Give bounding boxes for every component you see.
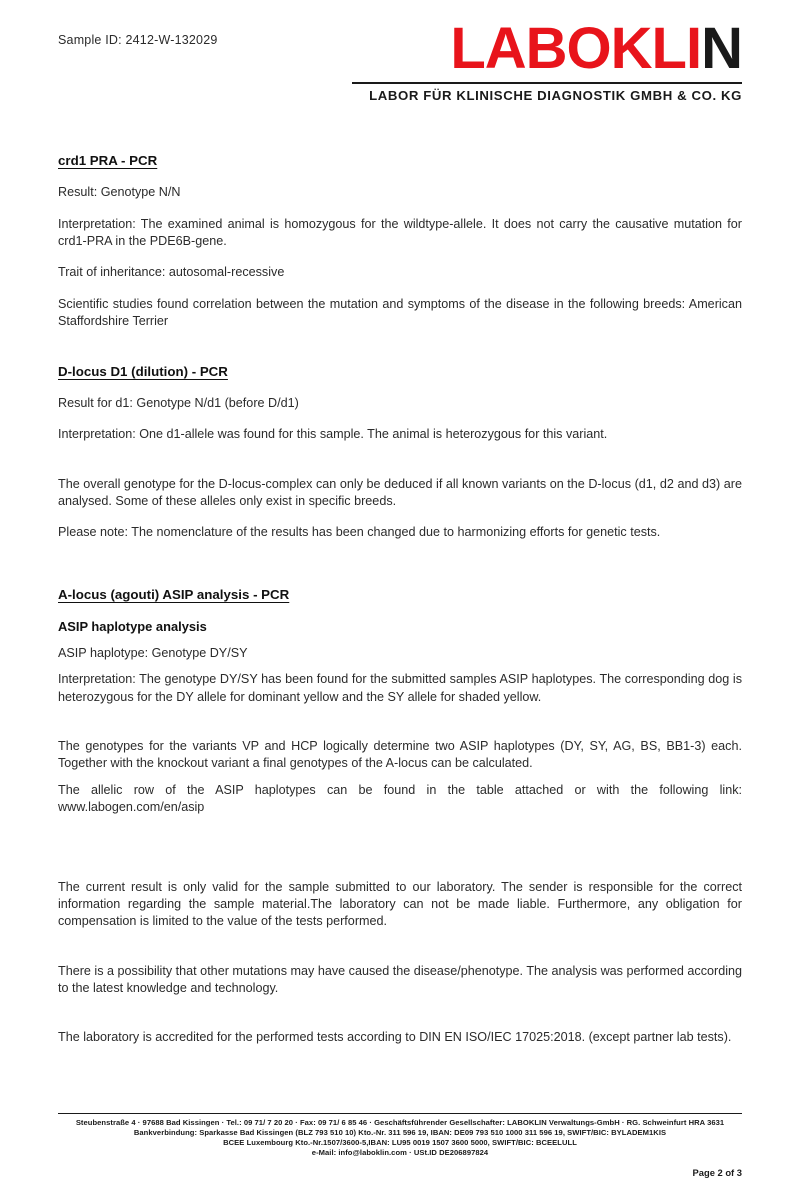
document-content [58, 152, 742, 1047]
section-paragraph: The genotypes for the variants VP and HCP logically determine two ASIP haplotypes (DY, SY, AG, BS, BB1-3) each. Together with the knockout variant a final genotypes of the A-locus can be calculated. [58, 739, 742, 771]
section-paragraph: Interpretation: One d1-allele was found for this sample. The animal is heterozygous for this variant. [58, 427, 608, 442]
disclaimer-paragraph: There is a possibility that other mutations may have caused the disease/phenotype. The analysis was performed according to the latest knowledge and technology. [58, 963, 742, 996]
footer-bank-line: Bankverbindung: Sparkasse Bad Kissingen (BLZ 793 510 10) Kto.-Nr. 311 596 19, IBAN: DE09 793 510 1000 311 596 19, SWIFT/BIC: BYLADEM1KIS [133, 1127, 667, 1137]
logo-wordmark-dark: N [701, 16, 742, 81]
disclaimer-block [58, 879, 742, 1047]
footer-address-line: Steubenstraße 4 · 97688 Bad Kissingen · Tel.: 09 71/ 7 20 20 · Fax: 09 71/ 6 85 46 · Geschäftsführender Gesellschafter: LABOKLIN Verwaltungs-GmbH · RG. Schweinfurt HRA 3631 [75, 1117, 725, 1127]
section-paragraph: Please note: The nomenclature of the results has been changed due to harmonizing efforts for genetic tests. [58, 525, 661, 540]
page-number: Page 2 of 3 [692, 1167, 742, 1178]
spacer [58, 556, 742, 586]
logo-wordmark [352, 16, 742, 81]
section-subtitle: ASIP haplotype analysis [58, 619, 207, 635]
laboklin-logo [352, 16, 742, 103]
spacer [58, 345, 742, 363]
document-header [58, 0, 742, 120]
section-paragraph: Interpretation: The genotype DY/SY has been found for the submitted samples ASIP haplotypes. The corresponding dog is heterozygous for the DY allele for dominant yellow and the SY allele for shaded yellow. [58, 672, 742, 704]
section-crd1-pra-pcr [58, 152, 742, 331]
sample-id: Sample ID: 2412-W-132029 [58, 33, 218, 47]
section-paragraph: Trait of inheritance: autosomal-recessive [58, 265, 285, 280]
section-paragraph: Result for d1: Genotype N/d1 (before D/d1) [58, 395, 299, 410]
section-title: D-locus D1 (dilution) - PCR [58, 363, 228, 379]
spacer [58, 831, 742, 861]
section-paragraph: The overall genotype for the D-locus-complex can only be deduced if all known variants on the D-locus (d1, d2 and d3) are analysed. Some of these alleles only exist in specific breeds. [58, 476, 742, 509]
section-paragraph: Result: Genotype N/N [58, 185, 181, 200]
logo-subtitle: LABOR FÜR KLINISCHE DIAGNOSTIK GMBH & CO. KG [369, 88, 742, 103]
section-title: crd1 PRA - PCR [58, 153, 158, 168]
document-footer [58, 1113, 742, 1178]
section-paragraph: The allelic row of the ASIP haplotypes can be found in the table attached or with the following link: www.labogen.com/en/asip [58, 782, 742, 815]
spacer [58, 458, 742, 476]
section-paragraph: Scientific studies found correlation between the mutation and symptoms of the disease in the following breeds: American Staffordshire Terrier [58, 296, 742, 329]
spacer [58, 720, 742, 738]
spacer [58, 861, 742, 879]
section-paragraph: Interpretation: The examined animal is homozygous for the wildtype-allele. It does not carry the causative mutation for crd1-PRA in the PDE6B-gene. [58, 216, 742, 249]
spacer [58, 945, 742, 963]
footer-bank-line-2: BCEE Luxembourg Kto.-Nr.1507/3600-5,IBAN: LU95 0019 1507 3600 5000, SWIFT/BIC: BCEELULL [223, 1137, 577, 1147]
disclaimer-paragraph: The laboratory is accredited for the performed tests according to DIN EN ISO/IEC 17025:2018. (except partner lab tests). [58, 1030, 732, 1045]
logo-divider [352, 82, 742, 84]
section-d-locus-d1 [58, 363, 742, 542]
disclaimer-paragraph: The current result is only valid for the sample submitted to our laboratory. The sender is responsible for the correct information regarding the sample material.The laboratory can not be made liable. Furthermore, any obligation for compensation is limited to the value of the tests performed. [58, 879, 742, 929]
logo-wordmark-red: LABOKLI [450, 16, 702, 81]
section-a-locus-asip [58, 586, 742, 817]
footer-email-line: e-Mail: info@laboklin.com · USt.ID DE206897824 [311, 1147, 489, 1157]
section-paragraph: ASIP haplotype: Genotype DY/SY [58, 645, 248, 660]
footer-divider [58, 1113, 742, 1114]
section-title: A-locus (agouti) ASIP analysis - PCR [58, 586, 290, 602]
spacer [58, 1011, 742, 1029]
